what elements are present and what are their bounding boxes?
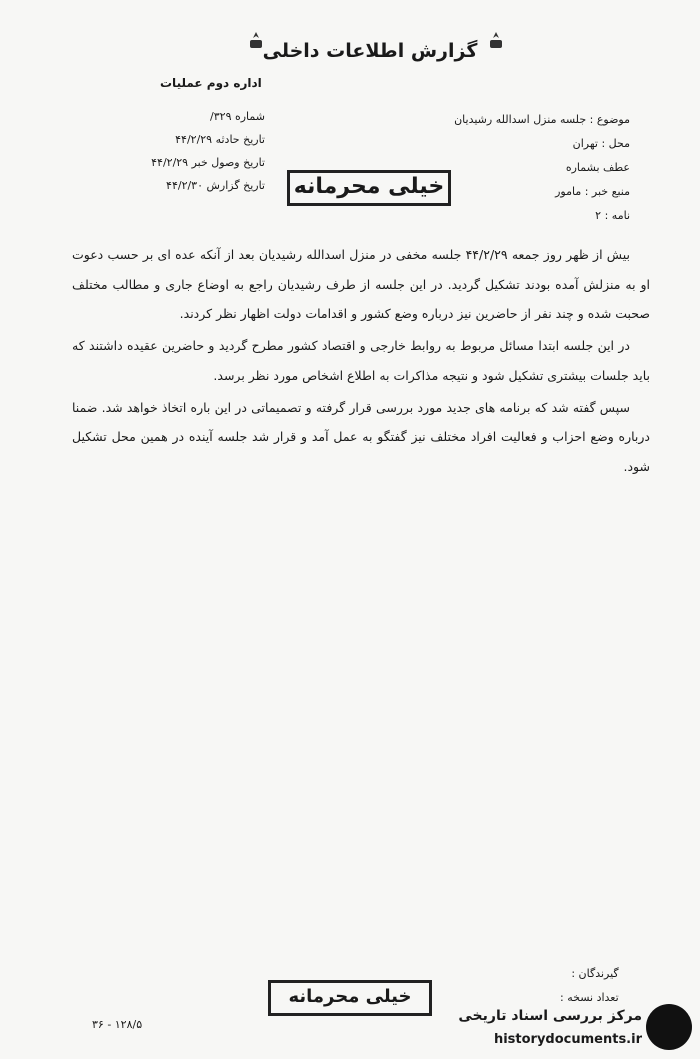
classification-stamp-bottom: خیلی محرمانه [268,980,432,1016]
body-paragraph: سپس گفته شد که برنامه های جدید مورد بررسی قرار گرفته و تصمیماتی در این باره اتخاذ خواهد شد. ضمنا درباره وضع احزاب و فعالیت افراد مختلف نیز گفتگو به عمل آمد و قرار شد جلسه آینده در همین محل تشکیل شود. [72,399,650,474]
footer-distribution [560,962,619,1010]
field-report-date: تاریخ گزارش ۴۴/۲/۳۰ [166,179,265,192]
recipients-label: گیرندگان : [571,967,619,980]
classification-stamp: خیلی محرمانه [287,170,451,206]
field-location: محل : تهران [572,137,630,150]
watermark-text: مرکز بررسی اسناد تاریخی [458,1008,642,1024]
field-reference: عطف بشماره [565,161,630,174]
left-fields [105,105,265,197]
field-receipt-date: تاریخ وصول خبر ۴۴/۲/۲۹ [151,156,265,169]
department-label: اداره دوم عملیات [160,76,262,90]
body-paragraph: بیش از ظهر روز جمعه ۴۴/۲/۲۹ جلسه مخفی در منزل اسدالله رشیدیان بعد از آنکه عده ای بر حسب دعوت او به منزلش آمده بودند تشکیل گردید. در این جلسه از طرف رشیدیان راجع به اوضاع جاری و مطالب مختلف صحبت شده و چند نفر از حاضرین نیز درباره وضع کشور و اقدامات دولت اظهار نظر کردند. [72,247,650,322]
field-number: شماره ۳۲۹/ [210,110,265,123]
watermark [452,1004,692,1054]
field-subject: موضوع : جلسه منزل اسدالله رشیدیان [454,113,630,126]
report-body [72,240,650,484]
copy-count-label: تعداد نسخه : [560,991,619,1004]
archive-code: ۳۶ - ۱۲۸/۵ [92,1018,143,1031]
field-source: منبع خبر : مامور [555,185,630,198]
right-fields [370,108,630,228]
watermark-url: historydocuments.ir [493,1032,642,1047]
field-incident-date: تاریخ حادثه ۴۴/۲/۲۹ [175,133,265,146]
field-letter: نامه : ۲ [595,209,630,222]
archive-logo-icon [646,1004,692,1050]
emblem-icon [485,30,507,52]
document-title: گزارش اطلاعات داخلی [262,40,478,62]
body-paragraph: در این جلسه ابتدا مسائل مربوط به روابط خارجی و اقتصاد کشور مطرح گردید و حاضرین عقیده داشتند که باید جلسات بیشتری تشکیل شود و نتیجه مذاکرات به اطلاع اشخاص مورد نظر برسد. [72,338,650,383]
